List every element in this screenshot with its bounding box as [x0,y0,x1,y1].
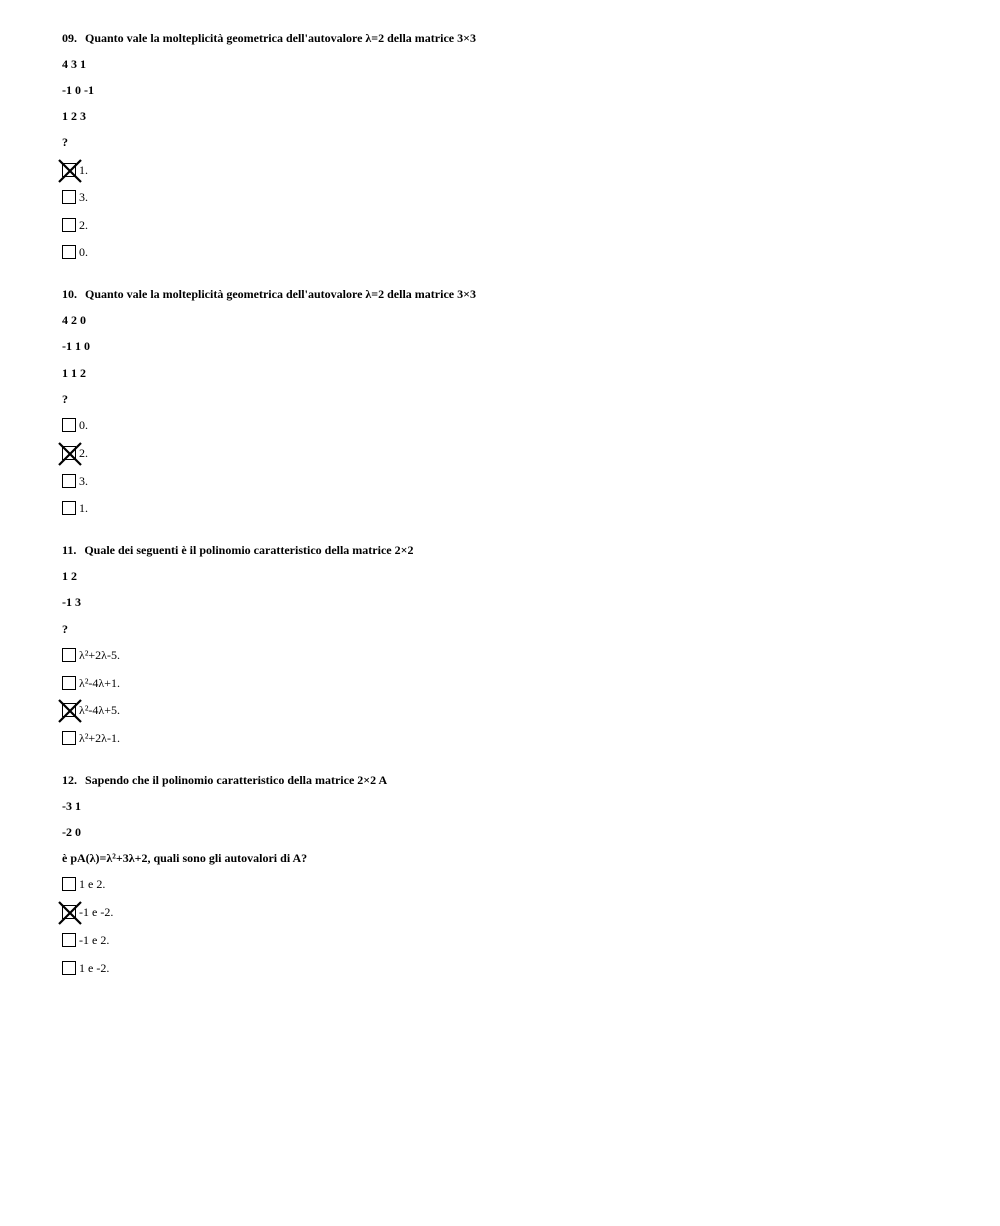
matrix-row-1: 4 2 0 [62,313,86,327]
checkbox[interactable] [62,877,76,891]
checkbox[interactable] [62,474,76,488]
question-11-title [62,543,413,557]
option-label: 2. [79,218,88,232]
option-label: 1. [79,501,88,515]
checkbox[interactable] [62,190,76,204]
option-item[interactable] [62,473,88,489]
question-text: Quanto vale la molteplicità geometrica dell'autovalore λ=2 della matrice 3×3 [85,31,476,45]
matrix-row-1: 4 3 1 [62,57,86,71]
cross-mark-icon [58,159,82,183]
option-label: λ²-4λ+1. [79,676,120,690]
matrix-row-2: -1 3 [62,595,81,609]
option-item[interactable] [62,445,88,461]
option-label: λ²+2λ-1. [79,731,120,745]
option-label: λ²-4λ+5. [79,703,120,717]
question-number: 09. [62,31,77,45]
question-number: 12. [62,773,77,787]
option-item[interactable] [62,500,88,516]
cross-mark-icon [58,901,82,925]
checkbox[interactable] [62,676,76,690]
matrix-row-3: 1 1 2 [62,366,86,380]
checkbox[interactable] [62,933,76,947]
option-item[interactable] [62,217,88,233]
option-label: 0. [79,245,88,259]
question-mark: ? [62,135,68,149]
matrix-row-2: -1 0 -1 [62,83,94,97]
checkbox[interactable] [62,245,76,259]
option-item[interactable] [62,904,113,920]
question-09-title [62,31,476,45]
checkbox[interactable] [62,731,76,745]
cross-mark-icon [58,699,82,723]
option-item[interactable] [62,932,109,948]
checkbox[interactable] [62,648,76,662]
checked-checkbox[interactable] [62,905,76,919]
checkbox[interactable] [62,418,76,432]
checkbox[interactable] [62,218,76,232]
option-item[interactable] [62,675,120,691]
option-item[interactable] [62,702,120,718]
option-item[interactable] [62,960,109,976]
question-mark: ? [62,392,68,406]
option-label: 1 e 2. [79,877,106,891]
checkbox[interactable] [62,501,76,515]
matrix-row-2: -2 0 [62,825,81,839]
option-label: -1 e 2. [79,933,110,947]
option-item[interactable] [62,162,88,178]
matrix-row-3: 1 2 3 [62,109,86,123]
option-label: 2. [79,446,88,460]
cross-mark-icon [58,442,82,466]
option-label: -1 e -2. [79,905,114,919]
checked-checkbox[interactable] [62,163,76,177]
matrix-row-2: -1 1 0 [62,339,90,353]
option-item[interactable] [62,647,120,663]
question-text: Quanto vale la molteplicità geometrica dell'autovalore λ=2 della matrice 3×3 [85,287,476,301]
question-text: Sapendo che il polinomio caratteristico della matrice 2×2 A [85,773,388,787]
option-item[interactable] [62,417,88,433]
question-number: 10. [62,287,77,301]
option-label: 3. [79,474,88,488]
checkbox[interactable] [62,961,76,975]
question-10-title [62,287,476,301]
question-mark: ? [62,622,68,636]
checked-checkbox[interactable] [62,446,76,460]
option-item[interactable] [62,730,120,746]
question-12-title [62,773,387,787]
question-prompt: è pA(λ)=λ²+3λ+2, quali sono gli autovalori di A? [62,851,308,865]
option-label: 3. [79,190,88,204]
option-label: 1. [79,163,88,177]
checked-checkbox[interactable] [62,703,76,717]
matrix-row-1: 1 2 [62,569,77,583]
matrix-row-1: -3 1 [62,799,81,813]
option-label: 0. [79,418,88,432]
option-label: 1 e -2. [79,961,110,975]
option-item[interactable] [62,876,105,892]
option-item[interactable] [62,189,88,205]
option-label: λ²+2λ-5. [79,648,120,662]
question-text: Quale dei seguenti è il polinomio caratteristico della matrice 2×2 [84,543,414,557]
option-item[interactable] [62,244,88,260]
question-number: 11. [62,543,77,557]
